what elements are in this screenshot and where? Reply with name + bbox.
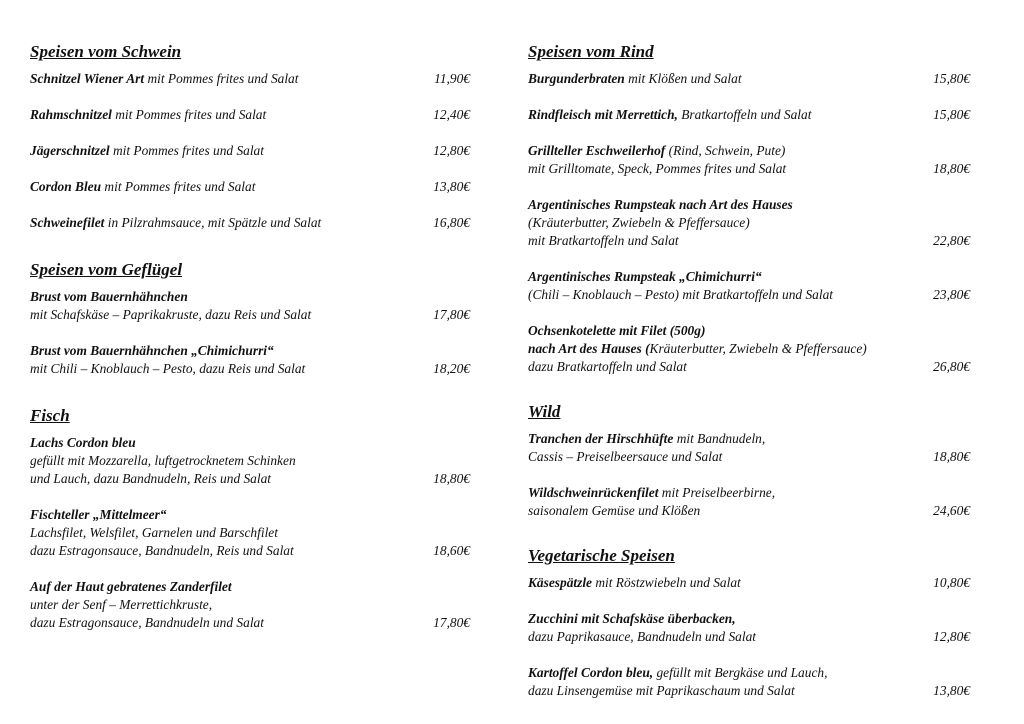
dish-description: (Kräuterbutter, Zwiebeln & Pfeffersauce) xyxy=(528,215,750,230)
menu-item-line xyxy=(30,614,470,632)
dish-name: Jägerschnitzel xyxy=(30,143,110,158)
menu-item xyxy=(528,484,970,520)
menu-item xyxy=(30,214,470,232)
menu-item-line xyxy=(528,232,970,250)
dish-description: mit Preiselbeerbirne, xyxy=(658,485,776,500)
dish-price: 12,40€ xyxy=(433,107,470,122)
dish-description: unter der Senf – Merrettichkruste, xyxy=(30,597,213,612)
dish-price: 17,80€ xyxy=(433,615,470,630)
menu-item-line xyxy=(528,430,970,448)
dish-description: mit Bandnudeln, xyxy=(673,431,766,446)
menu-item xyxy=(30,342,470,378)
menu-item-line xyxy=(528,448,970,466)
menu-item-line xyxy=(30,452,470,470)
dish-description: und Lauch, dazu Bandnudeln, Reis und Salat xyxy=(30,471,272,486)
menu-item-line xyxy=(30,70,470,88)
dish-description: mit Bratkartoffeln und Salat xyxy=(528,233,679,248)
dish-name: Wildschweinrückenfilet xyxy=(528,485,659,500)
menu-item xyxy=(528,322,970,376)
menu-item-line xyxy=(528,574,970,592)
menu-item xyxy=(528,430,970,466)
menu-item xyxy=(528,70,970,88)
dish-name: Schnitzel Wiener Art xyxy=(30,71,145,86)
menu-item-line xyxy=(30,434,470,452)
menu-item-line xyxy=(30,106,470,124)
dish-price: 12,80€ xyxy=(433,143,470,158)
dish-price: 18,80€ xyxy=(933,449,970,464)
dish-price: 18,20€ xyxy=(433,361,470,376)
dish-price: 16,80€ xyxy=(433,215,470,230)
menu-item xyxy=(30,506,470,560)
dish-price: 15,80€ xyxy=(933,71,970,86)
menu-item-line xyxy=(30,142,470,160)
menu-item-line xyxy=(528,268,970,286)
menu-item-line xyxy=(30,342,470,360)
menu-item xyxy=(30,178,470,196)
section-title: Fisch xyxy=(30,406,70,425)
dish-name: Brust vom Bauernhähnchen „Chimichurri“ xyxy=(30,343,274,358)
menu-item-line xyxy=(30,288,470,306)
dish-price: 12,80€ xyxy=(933,629,970,644)
menu-item-line xyxy=(30,524,470,542)
dish-name: Käsespätzle xyxy=(528,575,592,590)
dish-description: gefüllt mit Bergkäse und Lauch, xyxy=(653,665,828,680)
dish-price: 23,80€ xyxy=(933,287,970,302)
menu-item-line xyxy=(30,596,470,614)
dish-name: Tranchen der Hirschhüfte xyxy=(528,431,674,446)
dish-price: 17,80€ xyxy=(433,307,470,322)
menu-item xyxy=(528,196,970,250)
menu-item xyxy=(528,574,970,592)
dish-name: Cordon Bleu xyxy=(30,179,102,194)
section-title: Speisen vom Rind xyxy=(528,42,654,61)
dish-price: 18,60€ xyxy=(433,543,470,558)
section-title: Speisen vom Schwein xyxy=(30,42,182,61)
menu-item xyxy=(528,664,970,700)
dish-price: 15,80€ xyxy=(933,107,970,122)
menu-item-line xyxy=(528,664,970,682)
dish-description: dazu Bratkartoffeln und Salat xyxy=(528,359,687,374)
menu-item xyxy=(30,434,470,488)
menu-item-line xyxy=(30,360,470,378)
dish-description: dazu Linsengemüse mit Paprikaschaum und Salat xyxy=(528,683,795,698)
menu-item-line xyxy=(528,196,970,214)
menu-item xyxy=(30,106,470,124)
dish-description: mit Pommes frites und Salat xyxy=(109,143,264,158)
dish-name: Auf der Haut gebratenes Zanderfilet xyxy=(30,579,232,594)
dish-description: (Rind, Schwein, Pute) xyxy=(665,143,786,158)
dish-name: Zucchini mit Schafskäse überbacken, xyxy=(528,611,736,626)
dish-price: 11,90€ xyxy=(434,71,470,86)
dish-description: mit Pommes frites und Salat xyxy=(144,71,299,86)
section-title: Speisen vom Geflügel xyxy=(30,260,183,279)
dish-description: dazu Estragonsauce, Bandnudeln und Salat xyxy=(30,615,264,630)
dish-description: saisonalem Gemüse und Klößen xyxy=(528,503,701,518)
menu-item-line xyxy=(528,106,970,124)
dish-name: Brust vom Bauernhähnchen xyxy=(30,289,188,304)
dish-name: Rindfleisch mit Merrettich, xyxy=(528,107,678,122)
dish-price: 24,60€ xyxy=(933,503,970,518)
menu-item-line xyxy=(30,178,470,196)
menu-section xyxy=(528,546,970,700)
menu-item-line xyxy=(528,322,970,340)
menu-item xyxy=(528,106,970,124)
menu-item-line xyxy=(30,542,470,560)
menu-item-line xyxy=(528,502,970,520)
dish-description: dazu Estragonsauce, Bandnudeln, Reis und Salat xyxy=(30,543,294,558)
menu-item-line xyxy=(528,142,970,160)
dish-price: 26,80€ xyxy=(933,359,970,374)
menu-section xyxy=(30,406,470,632)
dish-name: Argentinisches Rumpsteak „Chimichurri“ xyxy=(528,269,762,284)
dish-description: mit Grilltomate, Speck, Pommes frites und Salat xyxy=(528,161,787,176)
dish-description: Kräuterbutter, Zwiebeln & Pfeffersauce) xyxy=(649,341,867,356)
dish-description: Bratkartoffeln und Salat xyxy=(677,107,812,122)
dish-description: dazu Paprikasauce, Bandnudeln und Salat xyxy=(528,629,756,644)
dish-description: mit Klößen und Salat xyxy=(624,71,742,86)
dish-name: Burgunderbraten xyxy=(528,71,625,86)
dish-price: 10,80€ xyxy=(933,575,970,590)
dish-name: Lachs Cordon bleu xyxy=(30,435,136,450)
dish-price: 22,80€ xyxy=(933,233,970,248)
dish-name: Fischteller „Mittelmeer“ xyxy=(30,507,167,522)
dish-description: in Pilzrahmsauce, mit Spätzle und Salat xyxy=(104,215,322,230)
dish-name: Schweinefilet xyxy=(30,215,105,230)
dish-description: Cassis – Preiselbeersauce und Salat xyxy=(528,449,723,464)
menu-section xyxy=(30,260,470,378)
dish-description: mit Pommes frites und Salat xyxy=(111,107,267,122)
dish-name: Kartoffel Cordon bleu, xyxy=(528,665,654,680)
dish-price: 13,80€ xyxy=(933,683,970,698)
dish-name: Argentinisches Rumpsteak nach Art des Hauses xyxy=(528,197,793,212)
section-title: Vegetarische Speisen xyxy=(528,546,675,565)
menu-item xyxy=(30,70,470,88)
dish-description: mit Chili – Knoblauch – Pesto, dazu Reis und Salat xyxy=(30,361,306,376)
menu-item xyxy=(528,268,970,304)
menu-item-line xyxy=(528,286,970,304)
menu-item-line xyxy=(528,70,970,88)
menu-item xyxy=(528,610,970,646)
dish-description: mit Schafskäse – Paprikakruste, dazu Reis und Salat xyxy=(30,307,312,322)
dish-price: 13,80€ xyxy=(433,179,470,194)
menu-column-right xyxy=(528,42,970,700)
menu-item-line xyxy=(528,340,970,358)
dish-description: mit Pommes frites und Salat xyxy=(101,179,256,194)
menu-item-line xyxy=(528,484,970,502)
menu-item-line xyxy=(528,214,970,232)
menu-item-line xyxy=(528,682,970,700)
menu-item-line xyxy=(528,628,970,646)
menu-item xyxy=(30,288,470,324)
menu-section xyxy=(528,42,970,376)
menu-item-line xyxy=(30,470,470,488)
dish-description: mit Röstzwiebeln und Salat xyxy=(591,575,741,590)
section-title: Wild xyxy=(528,402,561,421)
dish-description: (Chili – Knoblauch – Pesto) mit Bratkartoffeln und Salat xyxy=(528,287,833,302)
menu-item-line xyxy=(528,160,970,178)
menu-item-line xyxy=(30,214,470,232)
menu-item-line xyxy=(30,578,470,596)
menu-item xyxy=(30,142,470,160)
dish-name: nach Art des Hauses ( xyxy=(528,341,650,356)
menu-item-line xyxy=(528,610,970,628)
menu-section xyxy=(30,42,470,232)
dish-price: 18,80€ xyxy=(933,161,970,176)
dish-description: gefüllt mit Mozzarella, luftgetrocknetem Schinken xyxy=(30,453,296,468)
menu-item xyxy=(30,578,470,632)
dish-description: Lachsfilet, Welsfilet, Garnelen und Barschfilet xyxy=(30,525,278,540)
menu-column-left xyxy=(30,42,470,632)
dish-name: Rahmschnitzel xyxy=(30,107,112,122)
dish-name: Grillteller Eschweilerhof xyxy=(528,143,666,158)
menu-item-line xyxy=(30,306,470,324)
menu-item xyxy=(528,142,970,178)
menu-item-line xyxy=(30,506,470,524)
dish-price: 18,80€ xyxy=(433,471,470,486)
menu-section xyxy=(528,402,970,520)
menu-item-line xyxy=(528,358,970,376)
dish-name: Ochsenkotelette mit Filet (500g) xyxy=(528,323,706,338)
